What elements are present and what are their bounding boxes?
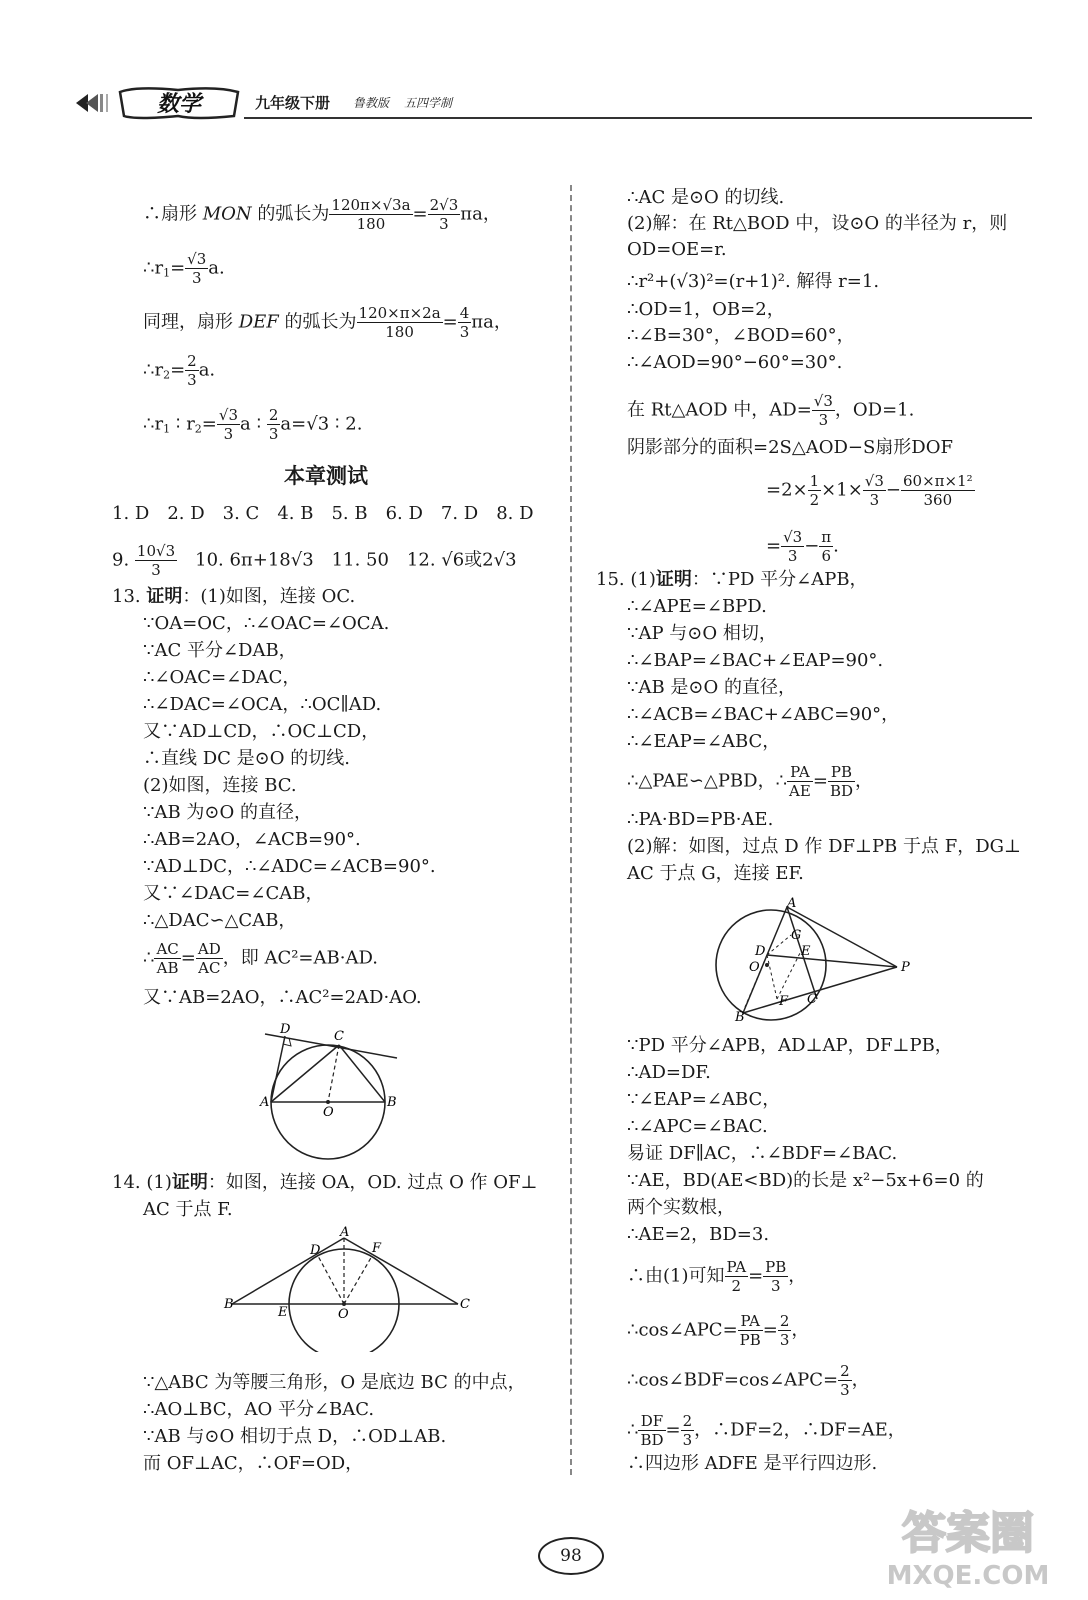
page-number: 98	[538, 1537, 604, 1575]
q13-label-a: A	[260, 1095, 270, 1110]
right-line-3: OD=OE=r.	[627, 239, 727, 260]
q13-label-d: D	[280, 1022, 291, 1037]
q15-label-f: F	[779, 994, 789, 1009]
q15-line-12: ∵∠EAP=∠ABC，	[627, 1089, 781, 1110]
q14-figure	[222, 1222, 477, 1352]
watermark-bottom-text: MXQE.COM	[886, 1561, 1050, 1590]
arrow-decoration-icon	[72, 92, 112, 114]
right-line-2: (2)解：在 Rt△BOD 中，设⊙O 的半径为 r，则	[627, 213, 1008, 234]
q15-line-15: ∵AE，BD(AE<BD)的长是 x²−5x+6=0 的	[627, 1170, 984, 1191]
q14-label-c: C	[460, 1297, 470, 1312]
q13-line-1: ∵OA=OC，∴∠OAC=∠OCA.	[143, 613, 390, 634]
q14-line-4: ∴AO⊥BC，AO 平分∠BAC.	[143, 1399, 375, 1420]
q13-label-o: O	[323, 1105, 334, 1120]
right-area-result: = $\frac{√3}{3}$ − $\frac{\pi}{6}$ .	[766, 528, 839, 565]
header-rule	[244, 117, 1032, 119]
q13-line-10: ∵AD⊥DC，∴∠ADC=∠ACB=90°.	[143, 856, 436, 877]
watermark-top-text: 答案圈	[902, 1508, 1034, 1559]
q15-label-a: A	[787, 896, 797, 911]
watermark-logo	[868, 1500, 1068, 1590]
q15-label-e: E	[801, 944, 811, 959]
q15-line-11: ∴AD=DF.	[627, 1062, 711, 1083]
q14-heading: 14. (1)证明：如图，连接 OA，OD. 过点 O 作 OF⊥	[112, 1172, 538, 1193]
q15-fraction-line-4: ∴ $\frac{DF}{BD}$ = $\frac{2}{3}$ ，∴DF=2，∴DF=AE，	[627, 1412, 906, 1449]
q14-label-o: O	[338, 1307, 349, 1322]
q14-line-2: AC 于点 F.	[143, 1199, 233, 1220]
grade-label: 九年级下册	[255, 94, 331, 112]
section-title: 本章测试	[284, 464, 368, 488]
system-label: 五四学制	[404, 96, 453, 110]
left-line-2: $\therefore r_1=$ $\frac{√3}{3}$ a.	[143, 250, 225, 287]
q15-line-8: (2)解：如图，过点 D 作 DF⊥PB 于点 F，DG⊥	[627, 836, 1021, 857]
q15-line-17: ∴AE=2，BD=3.	[627, 1224, 770, 1245]
q15-label-b: B	[735, 1010, 745, 1025]
q14-label-b: B	[224, 1297, 234, 1312]
q15-line-16: 两个实数根，	[627, 1197, 735, 1218]
q13-line-5: 又∵AD⊥CD，∴OC⊥CD，	[143, 721, 380, 742]
page-header	[72, 84, 1032, 122]
q13-line-11: 又∵∠DAC=∠CAB，	[143, 883, 324, 904]
left-line-3: 同理，扇形 DEF 的弧长为 $\frac{120\times\pi\times 2a}{180}$ = $\frac{4}{3}$ πa，	[143, 304, 512, 341]
q13-fraction-line: ∴ $\frac{AC}{AB}$ = $\frac{AD}{AC}$ ，即 AC²=AB·AD.	[143, 940, 378, 977]
edition-label: 鲁教版	[353, 96, 390, 110]
q15-line-5: ∴∠ACB=∠BAC+∠ABC=90°，	[627, 704, 900, 725]
q15-heading: 15. (1)证明：∵PD 平分∠APB，	[596, 569, 868, 590]
right-line-1: ∴AC 是⊙O 的切线.	[627, 187, 785, 208]
q15-fraction-line-2: ∴cos∠APC= $\frac{PA}{PB}$ = $\frac{2}{3}$ ，	[627, 1312, 810, 1349]
q15-sim-line: ∴△PAE∽△PBD，∴ $\frac{PA}{AE}$ = $\frac{PB}{BD}$ ，	[627, 763, 873, 800]
right-rt-line: 在 Rt△AOD 中，AD= $\frac{√3}{3}$ ，OD=1.	[627, 392, 915, 429]
q15-line-7: ∴PA·BD=PB·AE.	[627, 809, 774, 830]
q13-line-4: ∴∠DAC=∠OCA，∴OC∥AD.	[143, 694, 382, 715]
q15-label-d: D	[755, 944, 766, 959]
q14-label-d: D	[310, 1243, 321, 1258]
subject-logo	[116, 86, 242, 120]
q13-line-8: ∵AB 为⊙O 的直径，	[143, 802, 312, 823]
q13-line-9: ∴AB=2AO，∠ACB=90°.	[143, 829, 361, 850]
q14-line-5: ∵AB 与⊙O 相切于点 D，∴OD⊥AB.	[143, 1426, 447, 1447]
q13-label-c: C	[334, 1029, 344, 1044]
q15-label-g: G	[791, 928, 802, 943]
q15-line-10: ∵PD 平分∠APB，AD⊥AP，DF⊥PB，	[627, 1035, 953, 1056]
right-area-line: 阴影部分的面积=2S△AOD−S扇形DOF	[627, 437, 953, 458]
q15-figure	[705, 895, 930, 1025]
q15-line-13: ∴∠APC=∠BAC.	[627, 1116, 768, 1137]
q15-label-o: O	[749, 960, 760, 975]
q15-label-c: C	[807, 992, 817, 1007]
q15-line-4: ∵AB 是⊙O 的直径，	[627, 677, 796, 698]
column-divider	[570, 185, 572, 1475]
q13-heading: 13. 证明：(1)如图，连接 OC.	[112, 586, 356, 607]
left-line-5: $\therefore r_1$ ∶ $r_2=$ $\frac{√3}{3}$ a ∶ $\frac{2}{3}$ a=√3 ∶ 2.	[143, 406, 363, 443]
q15-last-line: ∴四边形 ADFE 是平行四边形.	[627, 1453, 878, 1474]
answers-1-8: 1. D 2. D 3. C 4. B 5. B 6. D 7. D 8. D	[112, 503, 534, 524]
q14-label-f: F	[372, 1241, 382, 1256]
right-area-calc: =2× $\frac{1}{2}$ ×1× $\frac{√3}{3}$ − $\frac{\text{60×π×1²}}{360}$	[766, 472, 973, 509]
left-line-1: ∴扇形 MON 的弧长为 $\frac{120\pi\times√3a}{180}$ = $\frac{2√3}{3}$ πa，	[143, 196, 501, 233]
right-line-7: ∴∠AOD=90°−60°=30°.	[627, 352, 843, 373]
q13-figure	[255, 1020, 405, 1160]
subject-title: 数学	[156, 92, 202, 117]
right-line-6: ∴∠B=30°，∠BOD=60°，	[627, 325, 855, 346]
q15-line-14: 易证 DF∥AC，∴∠BDF=∠BAC.	[627, 1143, 898, 1164]
right-line-4: ∴r²+(√3)²=(r+1)². 解得 r=1.	[627, 271, 880, 292]
q15-line-9: AC 于点 G，连接 EF.	[627, 863, 804, 884]
q13-line-3: ∴∠OAC=∠DAC，	[143, 667, 301, 688]
q14-label-e: E	[278, 1305, 288, 1320]
q14-label-a: A	[340, 1225, 350, 1240]
q13-last-line: 又∵AB=2AO，∴AC²=2AD·AO.	[143, 987, 422, 1008]
q14-line-6: 而 OF⊥AC，∴OF=OD，	[143, 1453, 364, 1474]
right-line-5: ∴OD=1，OB=2，	[627, 299, 785, 320]
q13-line-6: ∴直线 DC 是⊙O 的切线.	[143, 748, 350, 769]
q15-fraction-line-3: ∴cos∠BDF=cos∠APC= $\frac{2}{3}$ ，	[627, 1362, 870, 1399]
q15-label-p: P	[901, 960, 910, 975]
left-line-4: $\therefore r_2=$ $\frac{2}{3}$ a.	[143, 352, 216, 389]
q15-fraction-line-1: ∴由(1)可知 $\frac{PA}{2}$ = $\frac{PB}{3}$ ，	[627, 1258, 807, 1295]
q13-line-2: ∵AC 平分∠DAB，	[143, 640, 297, 661]
q13-line-7: (2)如图，连接 BC.	[143, 775, 297, 796]
q15-line-1: ∴∠APE=∠BPD.	[627, 596, 767, 617]
q15-line-2: ∵AP 与⊙O 相切，	[627, 623, 777, 644]
q15-line-3: ∴∠BAP=∠BAC+∠EAP=90°.	[627, 650, 884, 671]
q13-label-b: B	[387, 1095, 397, 1110]
q15-line-6: ∴∠EAP=∠ABC，	[627, 731, 781, 752]
q14-line-3: ∵△ABC 为等腰三角形，O 是底边 BC 的中点，	[143, 1372, 526, 1393]
q13-line-12: ∴△DAC∽△CAB，	[143, 910, 297, 931]
answers-9-12: 9. $\frac{10√3}{3}$ 10. 6π+18√3 11. 50 12. √6或2√3	[112, 542, 517, 579]
